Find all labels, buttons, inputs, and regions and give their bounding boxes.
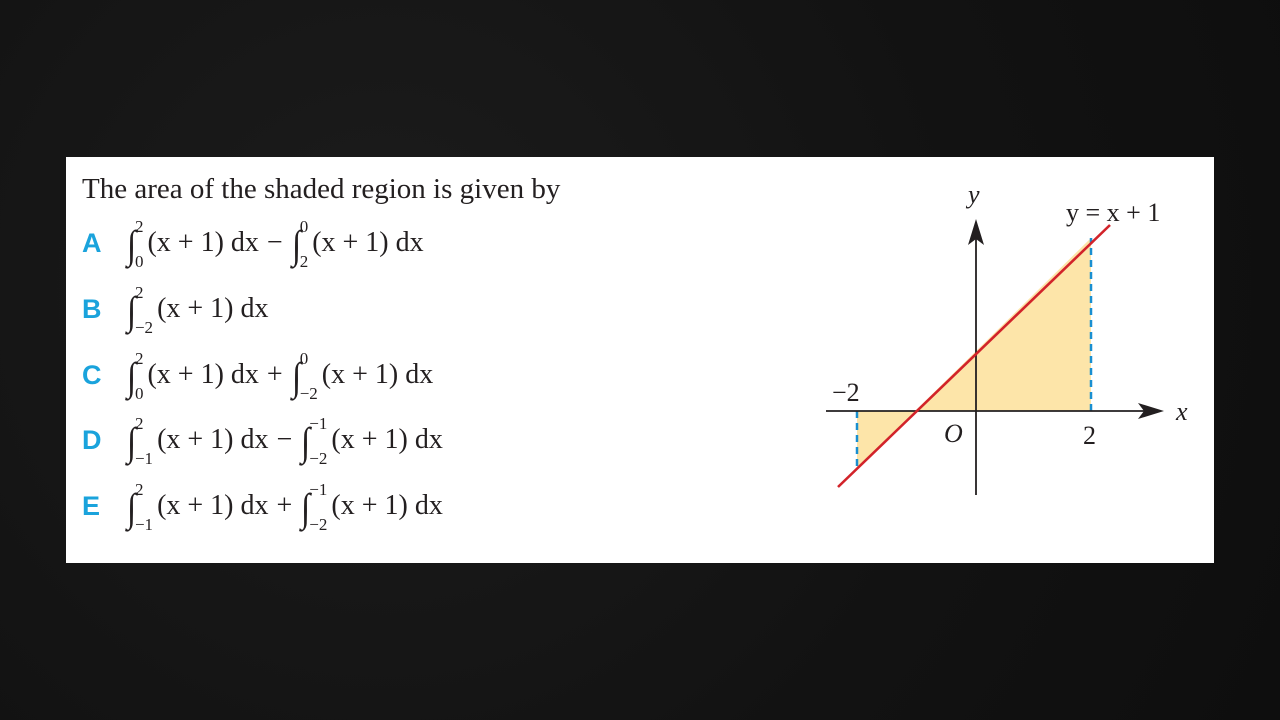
lower-limit: −1 (134, 449, 154, 468)
upper-limit: 2 (134, 480, 144, 499)
upper-limit: 0 (299, 217, 309, 236)
x-axis-label: x (1176, 397, 1188, 426)
integral-sign-icon: ∫ (291, 354, 301, 399)
integral-sign-icon: ∫ (126, 288, 137, 333)
lower-limit: 0 (134, 252, 144, 271)
integrand: (x + 1) dx (157, 293, 269, 324)
lower-limit: −2 (134, 318, 154, 337)
lower-limit: −1 (134, 515, 154, 534)
operator: + (266, 359, 283, 390)
integral-sign-icon: ∫ (126, 354, 137, 399)
integrand: (x + 1) dx (157, 424, 269, 455)
integral-sign-icon: ∫ (301, 485, 311, 530)
option-letter: B (82, 293, 102, 324)
line-label: y = x + 1 (1066, 198, 1161, 227)
option-letter: E (82, 490, 101, 521)
operator: + (276, 490, 293, 521)
upper-limit: 2 (134, 414, 144, 433)
integrand: (x + 1) dx (312, 227, 424, 258)
lower-limit: 0 (134, 384, 144, 403)
question-text: The area of the shaded region is given by (82, 173, 561, 205)
integral-sign-icon: ∫ (126, 222, 137, 267)
lower-limit: −2 (309, 449, 328, 468)
integrand: (x + 1) dx (147, 227, 259, 258)
lower-limit: −2 (299, 384, 318, 403)
integrand: (x + 1) dx (157, 490, 269, 521)
graph (66, 157, 1214, 563)
lower-limit: 2 (299, 252, 309, 271)
integrand: (x + 1) dx (331, 424, 443, 455)
shaded-region-right (915, 238, 1091, 411)
option-letter: A (82, 227, 102, 258)
option-letter: C (82, 359, 102, 390)
upper-limit: 2 (134, 217, 144, 236)
upper-limit: −1 (309, 414, 328, 433)
operator: − (276, 424, 293, 455)
upper-limit: 2 (134, 349, 144, 368)
tick-label-2: 2 (1083, 421, 1096, 450)
integrand: (x + 1) dx (331, 490, 443, 521)
upper-limit: 2 (134, 283, 144, 302)
option-letter: D (82, 424, 102, 455)
tick-label-neg2: −2 (832, 378, 860, 407)
integral-sign-icon: ∫ (301, 419, 311, 464)
integrand: (x + 1) dx (321, 359, 434, 390)
integrand: (x + 1) dx (147, 359, 259, 390)
lower-limit: −2 (309, 515, 328, 534)
upper-limit: 0 (299, 349, 309, 368)
integral-sign-icon: ∫ (126, 419, 137, 464)
integral-sign-icon: ∫ (291, 222, 301, 267)
y-axis-label: y (968, 180, 980, 209)
origin-label: O (944, 419, 963, 448)
question-card (66, 157, 1214, 563)
operator: − (266, 227, 283, 258)
upper-limit: −1 (309, 480, 328, 499)
integral-sign-icon: ∫ (126, 485, 137, 530)
